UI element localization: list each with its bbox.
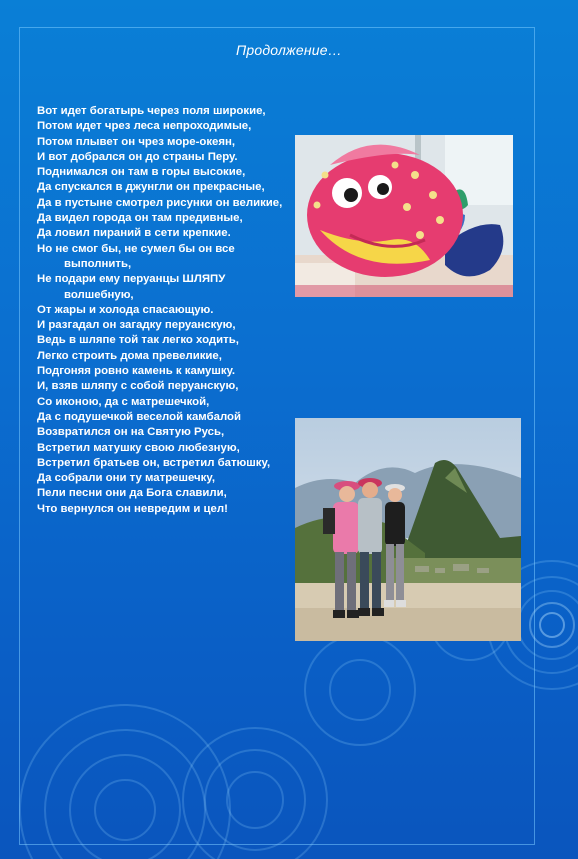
poem-line: Возвратился он на Святую Русь, [37, 426, 225, 439]
poem-line: От жары и холода спасающую. [37, 303, 214, 316]
poem-line: Легко строить дома превеликие, [37, 349, 222, 362]
plush-fish-photo [295, 135, 513, 297]
poem-line: Да в пустыне смотрел рисунки он великие, [37, 196, 283, 209]
poem-line: И разгадал он загадку перуанскую, [37, 319, 236, 332]
poem-line: Да спускался в джунгли он прекрасные, [37, 181, 265, 194]
poem-line: Да видел города он там предивные, [37, 212, 243, 225]
page-title: Продолжение… [236, 42, 342, 58]
poem-line: Вот идет богатырь через поля широкие, [37, 105, 266, 117]
poem-line: Поднимался он там в горы высокие, [37, 166, 246, 179]
poem-line: И вот добрался он до страны Перу. [37, 150, 238, 163]
poem-line: Что вернулся он невредим и цел! [37, 502, 228, 515]
poem-line: Не подари ему перуанцы ШЛЯПУ волшебную, [37, 273, 226, 301]
poem-line: Встретил братьев он, встретил батюшку, [37, 456, 271, 469]
poem-line: Ведь в шляпе той так легко ходить, [37, 334, 239, 347]
poem-line: Подгоняя ровно камень к камушку. [37, 365, 236, 378]
poem-line: Встретил матушку свою любезную, [37, 441, 240, 454]
poem-line: Пели песни они да Бога славили, [37, 487, 227, 500]
poem-line: Да собрали они ту матрешечку, [37, 472, 215, 485]
poem-line: Потом плывет он чрез море-океян, [37, 135, 236, 148]
poem-line: Да ловил пираний в сети крепкие. [37, 227, 231, 240]
poem-line: Со иконою, да с матрешечкой, [37, 395, 210, 408]
poem-text [37, 104, 289, 517]
poem-line: Да с подушечкой веселой камбалой [37, 410, 241, 423]
poem-line: Потом идет чрез леса непроходимые, [37, 120, 252, 133]
poem-line: И, взяв шляпу с собой перуанскую, [37, 380, 239, 393]
machu-picchu-photo [295, 418, 521, 641]
poem-line: Но не смог бы, не сумел бы он все выполнить, [37, 242, 235, 270]
